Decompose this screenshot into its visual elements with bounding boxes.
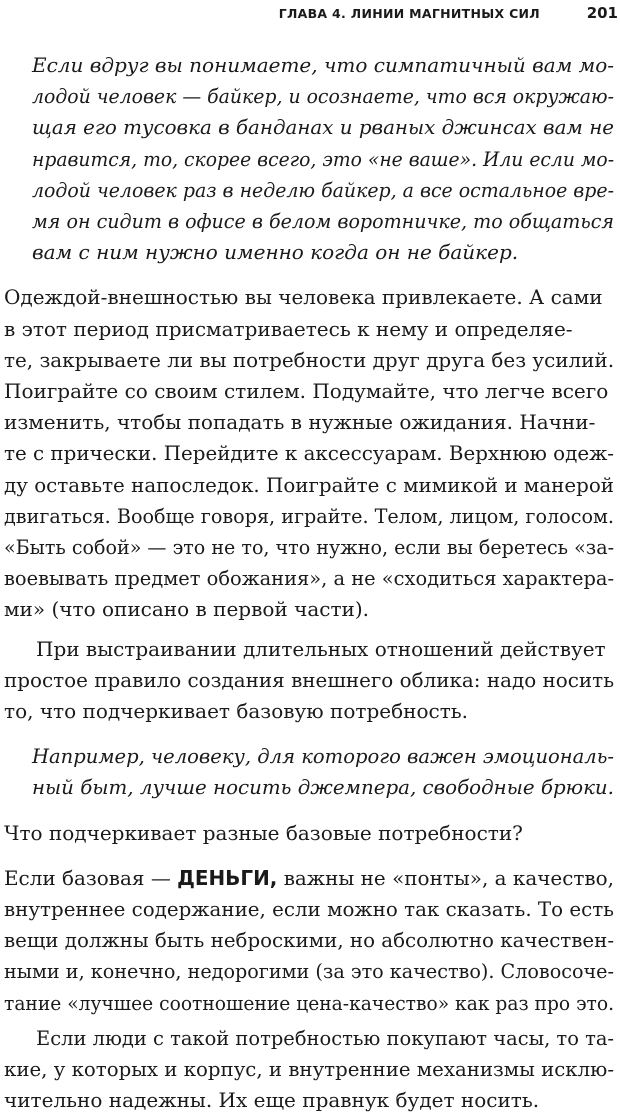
text-line: те, закрываете ли вы потребности друг друга без усилий.	[4, 347, 615, 372]
text-line: изменить, чтобы попадать в нужные ожидания. Начни-	[4, 410, 596, 435]
text-line: Поиграйте со своим стилем. Подумайте, что легче всего	[4, 379, 609, 403]
text-line: Одеждой-внешностью вы человека привлекаете. А сами	[4, 285, 603, 310]
text-line: простое правило создания внешнего облика: надо носить	[4, 667, 615, 692]
text-line: те с прически. Перейдите к аксессуарам. Верхнюю одеж-	[4, 441, 615, 466]
text-line: в этот период присматриваетесь к нему и определяе-	[4, 316, 573, 341]
text-line: тание «лучшее соотношение цена-качество» как раз про это.	[4, 990, 614, 1015]
text-line: мя он сидит в офисе в белом воротничке, то общаться	[32, 209, 615, 233]
text-line: кие, у которых и корпус, и внутренние механизмы исклю-	[4, 1057, 614, 1081]
text-after-keyword: важны не «понты», а качество,	[277, 865, 614, 890]
text-line: Например, человеку, для которого важен эмоциональ-	[32, 744, 614, 769]
text-line: Что подчеркивает разные базовые потребности?	[4, 820, 523, 845]
text-line: воевывать предмет обожания», а не «сходиться характера-	[4, 566, 614, 591]
text-line: внутреннее содержание, если можно так сказать. То есть	[4, 897, 614, 921]
keyword-money: ДЕНЬГИ,	[177, 865, 278, 890]
text-line	[4, 865, 616, 892]
running-head: ГЛАВА 4. ЛИНИИ МАГНИТНЫХ СИЛ	[278, 6, 540, 21]
text-line: лодой человек раз в неделю байкер, а все остальное вре-	[32, 177, 614, 202]
text-line: щая его тусовка в банданах и рваных джинсах вам не	[32, 115, 615, 140]
text-line: ду оставьте напоследок. Поиграйте с мимикой и манерой	[4, 472, 615, 497]
text-line: «Быть собой» — это не то, что нужно, если вы беретесь «за-	[4, 535, 615, 559]
text-line: Если вдруг вы понимаете, что симпатичный вам мо-	[32, 53, 615, 77]
text-line: то, что подчеркивает базовую потребность.	[4, 699, 469, 723]
text-line: лодой человек — байкер, и осознаете, что вся окружаю-	[32, 84, 614, 109]
text-line: нравится, то, скорее всего, это «не ваше». Или если мо-	[32, 146, 615, 171]
text-line: вам с ним нужно именно когда он не байкер.	[32, 240, 519, 265]
text-line: Если люди с такой потребностью покупают часы, то та-	[36, 1025, 615, 1050]
text-line: ми» (что описано в первой части).	[4, 597, 369, 622]
text-line: вещи должны быть неброскими, но абсолютно качествен-	[4, 928, 615, 953]
text-line: двигаться. Вообще говоря, играйте. Телом, лицом, голосом.	[4, 503, 614, 528]
text-line: чительно надежны. Их еще правнук будет носить.	[4, 1088, 540, 1113]
text-line: При выстраивании длительных отношений действует	[36, 636, 606, 661]
text-line: ный быт, лучше носить джемпера, свободные брюки.	[32, 775, 614, 800]
page-number: 201	[586, 4, 618, 22]
page-header	[0, 4, 620, 24]
text-line: ными и, конечно, недорогими (за это качество). Словосоче-	[4, 959, 614, 984]
text-before-keyword: Если базовая —	[4, 865, 178, 890]
